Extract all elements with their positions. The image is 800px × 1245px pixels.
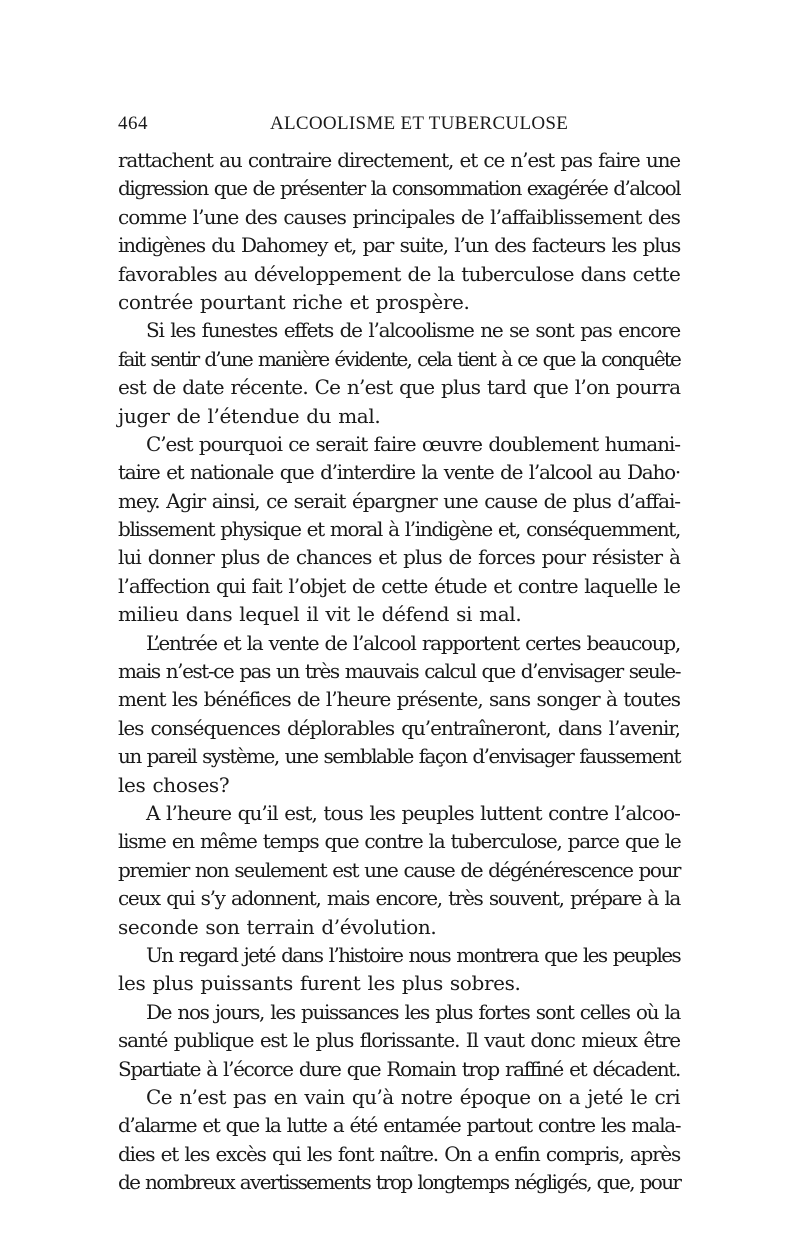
text-line: milieu dans lequel il vit le défend si mal.	[118, 602, 522, 627]
text-line: contrée pourtant riche et prospère.	[118, 289, 470, 314]
text-line: mais n’est-ce pas un très mauvais calcul que d’envisager seule-	[118, 659, 680, 684]
running-title: ALCOOLISME ET TUBERCULOSE	[270, 113, 569, 134]
text-line: ceux qui s’y adonnent, mais encore, très souvent, prépare à la	[118, 886, 680, 911]
text-line: indigènes du Dahomey et, par suite, l’un des facteurs les plus	[118, 233, 680, 258]
text-line: lisme en même temps que contre la tuberculose, parce que le	[118, 829, 681, 854]
text-line: De nos jours, les puissances les plus fortes sont celles où la	[146, 999, 680, 1024]
text-line: d’alarme et que la lutte a été entamée partout contre les mala-	[118, 1113, 680, 1138]
text-line: les plus puissants furent les plus sobres.	[118, 971, 521, 996]
text-line: taire et nationale que d’interdire la vente de l’alcool au Daho·	[118, 460, 680, 485]
text-line: Spartiate à l’écorce dure que Romain trop raffiné et décadent.	[118, 1056, 680, 1081]
text-line: l’affection qui fait l’objet de cette étude et contre laquelle le	[118, 573, 680, 598]
text-line: Si les funestes effets de l’alcoolisme ne se sont pas encore	[146, 318, 680, 343]
text-line: fait sentir d’une manière évidente, cela tient à ce que la conquête	[118, 346, 680, 371]
page-number: 464	[118, 113, 148, 134]
body-text	[118, 146, 680, 1196]
text-line: seconde son terrain d’évolution.	[118, 914, 437, 939]
text-line: comme l’une des causes principales de l’affaiblissement des	[118, 204, 680, 229]
text-line: A l’heure qu’il est, tous les peuples luttent contre l’alcoo-	[146, 800, 680, 825]
text-line: rattachent au contraire directement, et ce n’est pas faire une	[118, 148, 680, 172]
text-line: un pareil système, une semblable façon d’envisager faussement	[118, 744, 680, 769]
text-line: favorables au développement de la tuberculose dans cette	[118, 261, 681, 286]
text-line: mey. Agir ainsi, ce serait épargner une cause de plus d’affai-	[118, 488, 680, 513]
text-line: les choses?	[118, 772, 230, 797]
page-header	[118, 113, 680, 141]
text-line: de nombreux avertissements trop longtemps négligés, que, pour	[118, 1170, 681, 1195]
text-line: L’entrée et la vente de l’alcool rapportent certes beaucoup,	[146, 630, 680, 655]
text-line: ment les bénéfices de l’heure présente, sans songer à toutes	[118, 687, 680, 712]
text-line: lui donner plus de chances et plus de forces pour résister à	[118, 545, 680, 570]
text-line: santé publique est le plus florissante. Il vaut donc mieux être	[118, 1028, 680, 1053]
text-line: juger de l’étendue du mal.	[118, 403, 381, 428]
text-line: C’est pourquoi ce serait faire œuvre doublement humani-	[146, 431, 680, 456]
text-line: les conséquences déplorables qu’entraîneront, dans l’avenir,	[118, 715, 680, 740]
text-line: Ce n’est pas en vain qu’à notre époque on a jeté le cri	[146, 1084, 680, 1109]
text-line: est de date récente. Ce n’est que plus tard que l’on pourra	[118, 375, 681, 400]
text-line: dies et les excès qui les font naître. On a enfin compris, après	[118, 1141, 680, 1166]
text-line: blissement physique et moral à l’indigène et, conséquemment,	[118, 517, 680, 542]
text-line: digression que de présenter la consommation exagérée d’alcool	[118, 176, 680, 201]
text-line: premier non seulement est une cause de dégénérescence pour	[118, 857, 680, 882]
text-line: Un regard jeté dans l’histoire nous montrera que les peuples	[146, 942, 680, 967]
